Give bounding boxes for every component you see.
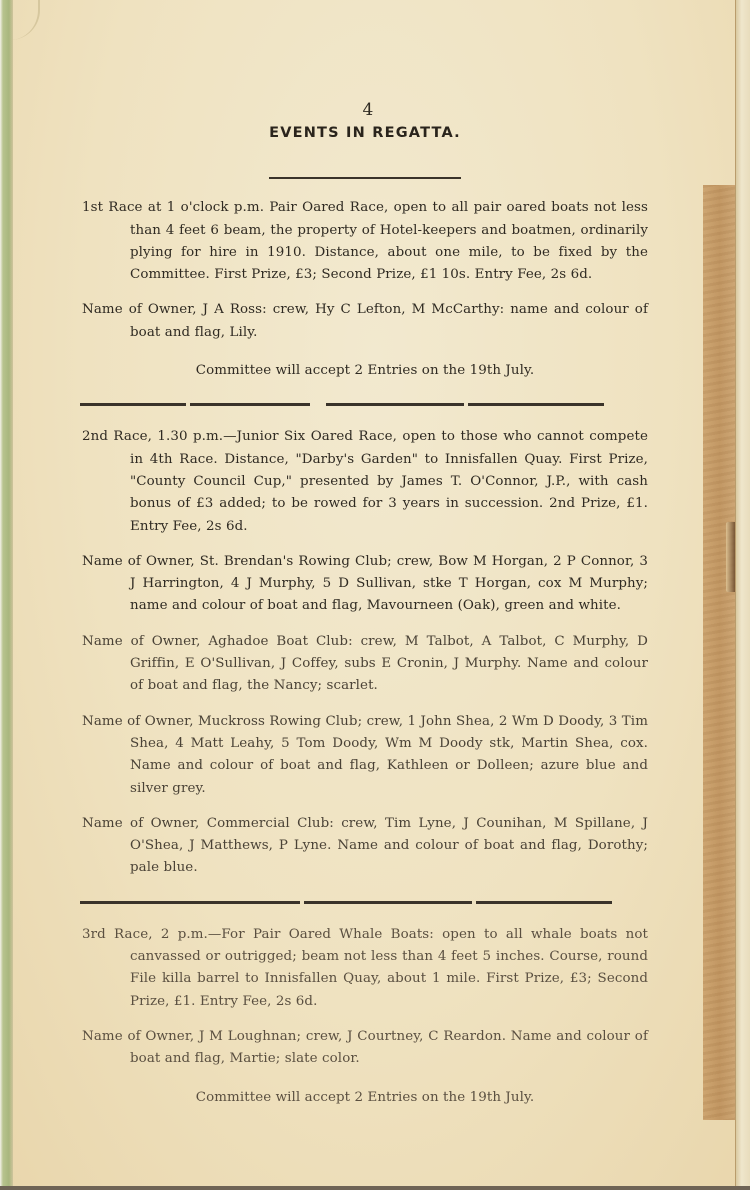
race-2-section bbox=[82, 426, 648, 879]
section-divider-1 bbox=[80, 403, 648, 406]
race-2-entry-2: Name of Owner, Aghadoe Boat Club: crew, M Talbot, A Talbot, C Murphy, D Griffin, E O'Sullivan, J Coffey, subs E Cronin, J Murphy. Name and colour of boat and flag, the Nancy; scarlet. bbox=[82, 633, 648, 694]
section-divider-2 bbox=[80, 901, 648, 904]
race-2-entry-1: Name of Owner, St. Brendan's Rowing Club; crew, Bow M Horgan, 2 P Connor, 3 J Harrington, 4 J Murphy, 5 D Sullivan, stke T Horgan, cox M Murphy; name and colour of boat and flag, Mavourneen (Oak), green and white. bbox=[82, 553, 648, 614]
tape-stain-strip bbox=[703, 185, 736, 1120]
race-3-section bbox=[82, 924, 648, 1109]
race-2-entry-4: Name of Owner, Commercial Club: crew, Tim Lyne, J Counihan, M Spillane, J O'Shea, J Matthews, P Lyne. Name and colour of boat and flag, Dorothy; pale blue. bbox=[82, 815, 648, 876]
race-3-description: 3rd Race, 2 p.m.—For Pair Oared Whale Boats: open to all whale boats not canvassed or outrigged; beam not less than 4 feet 5 inches. Course, round File killa barrel to Innisfallen Quay, about 1 mile. First Prize, £3; Second Prize, £1. Entry Fee, 2s 6d. bbox=[82, 926, 648, 1009]
page-content bbox=[82, 100, 648, 1109]
race-3-entry-1: Name of Owner, J M Loughnan; crew, J Courtney, C Reardon. Name and colour of boat and flag, Martie; slate color. bbox=[82, 1028, 648, 1067]
page-fold bbox=[10, 0, 40, 40]
race-1-description: 1st Race at 1 o'clock p.m. Pair Oared Race, open to all pair oared boats not less than 4 feet 6 beam, the property of Hotel-keepers and boatmen, ordinarily plying for hire in 1910. Distance, about one mile, to be fixed by the Committee. First Prize, £3; Second Prize, £1 10s. Entry Fee, 2s 6d. bbox=[82, 200, 648, 283]
title-rule bbox=[269, 177, 461, 179]
page-bottom-edge bbox=[0, 1186, 750, 1190]
race-1-entry-1: Name of Owner, J A Ross: crew, Hy C Lefton, M McCarthy: name and colour of boat and flag, Lily. bbox=[82, 302, 648, 340]
green-cover-edge bbox=[0, 0, 13, 1190]
race-2-entry-3: Name of Owner, Muckross Rowing Club; crew, 1 John Shea, 2 Wm D Doody, 3 Tim Shea, 4 Matt Leahy, 5 Tom Doody, Wm M Doody stk, Martin Shea, cox. Name and colour of boat and flag, Kathleen or Dolleen; azure blue and silver grey. bbox=[82, 713, 648, 796]
race-2-description: 2nd Race, 1.30 p.m.—Junior Six Oared Race, open to those who cannot compete in 4th Race. Distance, "Darby's Garden" to Innisfallen Quay. First Prize, "County Council Cup," presented by James T. O'Connor, J.P., with cash bonus of £3 added; to be rowed for 3 years in succession. 2nd Prize, £1. Entry Fee, 2s 6d. bbox=[82, 429, 648, 534]
page-title: EVENTS IN REGATTA. bbox=[269, 125, 461, 141]
race-1-section bbox=[82, 197, 648, 382]
race-1-note: Committee will accept 2 Entries on the 19th July. bbox=[195, 363, 535, 379]
page-number: 4 bbox=[362, 100, 374, 120]
race-3-note: Committee will accept 2 Entries on the 19th July. bbox=[195, 1089, 535, 1105]
page-right-edge bbox=[735, 0, 750, 1190]
